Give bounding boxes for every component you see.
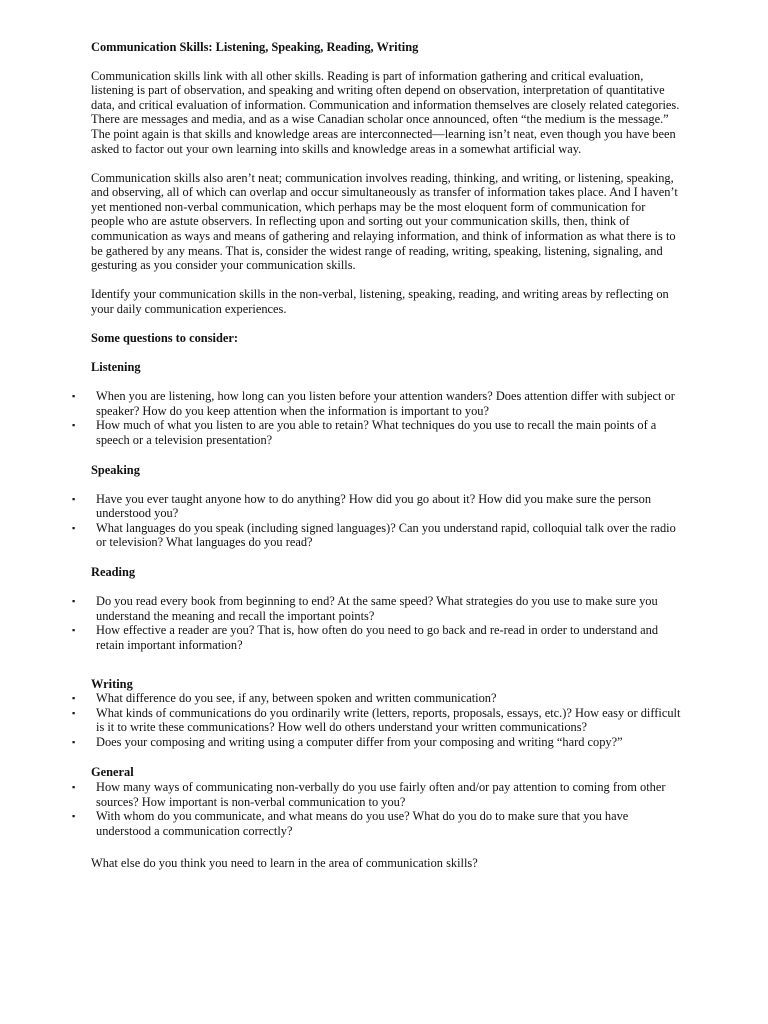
questions-heading: Some questions to consider: [91,331,238,345]
section-heading-general: General [91,765,134,780]
bullet-icon: ▪ [72,736,76,747]
list-item [72,389,681,418]
bullet-icon: ▪ [72,811,76,822]
question-text: What languages do you speak (including signed languages)? Can you understand rapid, colloquial talk over the radio or television? What languages do you read? [96,520,676,550]
bullet-icon: ▪ [72,391,76,402]
list-item [72,780,681,809]
question-text: How much of what you listen to are you able to retain? What techniques do you use to recall the main points of a speech or a television presentation? [96,418,657,447]
list-item [72,623,681,652]
bullet-icon: ▪ [72,693,76,704]
bullet-icon: ▪ [72,707,76,718]
question-text: Have you ever taught anyone how to do anything? How did you go about it? How did you make sure the person understood you? [96,491,652,521]
section-heading-reading: Reading [91,565,136,580]
bullet-icon: ▪ [72,625,76,636]
speaking-question-list [72,491,681,550]
bullet-icon: ▪ [72,522,76,533]
question-text: Does your composing and writing using a computer differ from your composing and writing “hard copy?” [96,734,623,749]
list-item [72,809,681,838]
list-item [72,691,681,706]
list-item [72,734,681,750]
intro-paragraph-1: Communication skills link with all other skills. Reading is part of information gathering and critical evaluation, listening is part of observation, and speaking and writing often depend on observation, interpretation of quantitative data, and critical evaluation of information. Communication and information themselves are closely related categories. There are messages and media, and as a wise Canadian scholar once announced, often “the medium is the message.” The point again is that skills and knowledge areas are interconnected—learning isn’t neat, even though you have been asked to factor out your own learning into skills and knowledge areas in a somewhat artificial way. [91,68,680,156]
list-item [72,705,681,735]
question-text: With whom do you communicate, and what means do you use? What do you do to make sure that you have understood a communication correctly? [96,809,629,838]
section-heading-writing: Writing [91,676,133,691]
closing-question: What else do you think you need to learn in the area of communication skills? [91,856,478,871]
section-heading-listening: Listening [91,360,141,375]
question-text: How effective a reader are you? That is, how often do you need to go back and re-read in order to understand and retain important information? [96,623,659,652]
bullet-icon: ▪ [72,420,76,431]
reading-question-list [72,594,681,652]
list-item [72,491,681,521]
section-heading-speaking: Speaking [91,462,140,477]
question-text: How many ways of communicating non-verbally do you use fairly often and/or pay attention to coming from other sources? How important is non-verbal communication to you? [96,780,666,809]
bullet-icon: ▪ [72,782,76,793]
listening-question-list [72,389,681,447]
bullet-icon: ▪ [72,493,76,504]
list-item [72,594,681,623]
intro-paragraph-3: Identify your communication skills in the non-verbal, listening, speaking, reading, and writing areas by reflecting on your daily communication experiences. [91,287,669,316]
question-text: Do you read every book from beginning to end? At the same speed? What strategies do you use to make sure you understand the meaning and recall the important points? [96,594,658,623]
bullet-icon: ▪ [72,596,76,607]
list-item [72,520,681,550]
question-text: When you are listening, how long can you listen before your attention wanders? Does attention differ with subject or speaker? How do you keep attention when the information is important to you? [96,389,675,418]
question-text: What kinds of communications do you ordinarily write (letters, reports, proposals, essays, etc.)? How easy or difficult is it to write these communications? How well do others understand your written communications? [96,705,681,735]
document-body [72,40,681,886]
document-title: Communication Skills: Listening, Speaking, Reading, Writing [91,40,419,54]
question-text: What difference do you see, if any, between spoken and written communication? [96,691,497,706]
writing-question-list [72,691,681,749]
general-question-list [72,780,681,838]
intro-paragraph-2: Communication skills also aren’t neat; communication involves reading, thinking, and writing, or listening, speaking, and observing, all of which can overlap and occur simultaneously as transfer of information takes place. And I haven’t yet mentioned non-verbal communication, which perhaps may be the most eloquent form of communication for people who are astute observers. In reflecting upon and sorting out your communication skills, then, think of communication as ways and means of gathering and relaying information, and think of information as what there is to be gathered by any means. That is, consider the widest range of reading, writing, speaking, listening, signaling, and gesturing as you consider your communication skills. [91,170,678,273]
list-item [72,418,681,447]
